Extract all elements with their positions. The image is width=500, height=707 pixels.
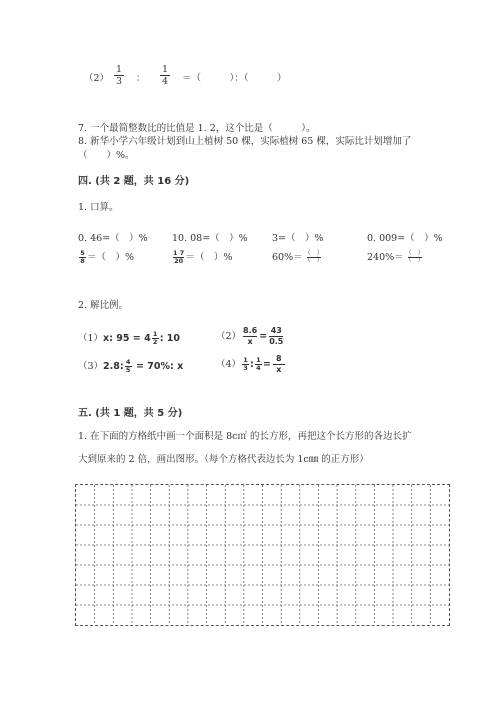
answer-blank: ＝（ ）% [185, 252, 233, 263]
section-5-q1-line2: 大到原来的 2 倍，画出图形。（每个方格代表边长为 1c㎜ 的正方形） [78, 454, 369, 465]
answer-blank: ＝（ ）% [87, 252, 135, 263]
proportion-2 [216, 326, 285, 347]
item-label: （1） [78, 333, 104, 344]
expression: x: 95 = 4 [103, 333, 151, 344]
section-4-q1-label: 1. 口算。 [78, 202, 119, 213]
mental-calc-7 [272, 249, 323, 264]
mental-calc-3: 3=（ ）% [272, 233, 324, 244]
expression: : 10 [159, 333, 181, 344]
numerator: 8.6 [243, 326, 258, 335]
denominator: 3 [243, 364, 248, 372]
fraction [152, 331, 159, 346]
numerator: 1 [243, 356, 248, 364]
denominator: 20 [174, 257, 184, 265]
question-8-line2: （ ）%。 [78, 150, 135, 161]
question-7: 7. 一个最简整数比的比值是 1. 2，这个比是（ ）。 [78, 123, 316, 134]
colon: : [250, 359, 254, 370]
numerator: 1 [256, 356, 261, 364]
numerator: 4 [125, 358, 131, 366]
numerator: 43 [270, 326, 282, 335]
mental-calc-8 [367, 249, 424, 264]
numerator: （ ） [405, 250, 424, 257]
expression: 60%＝ [272, 252, 303, 263]
fraction [79, 250, 86, 265]
equals: = [259, 331, 268, 342]
q2-fraction-1 [114, 64, 124, 87]
mental-calc-4: 0. 009=（ ）% [367, 233, 443, 244]
item-label: （3） [78, 361, 104, 372]
q2-fraction-2 [160, 64, 170, 87]
proportion-3 [78, 358, 183, 374]
mental-calc-5 [78, 249, 134, 265]
mental-calc-6 [172, 249, 232, 265]
denominator: 2 [152, 338, 158, 346]
numerator: 5 [80, 249, 85, 257]
equals: = [262, 359, 271, 370]
q2-colon: ： [136, 73, 146, 84]
section-4-title: 四. (共 2 题，共 16 分) [78, 176, 190, 187]
fraction [243, 326, 257, 347]
item-label: （4） [216, 359, 242, 370]
denominator: 4 [256, 364, 261, 372]
numerator: 1 [152, 330, 158, 338]
fraction [269, 326, 283, 347]
section-5-title: 五. (共 1 题，共 5 分) [78, 408, 183, 419]
grid-paper[interactable] [75, 484, 450, 626]
question-8-line1: 8. 新华小学六年级计划到山上植树 50 棵，实际植树 65 棵，实际比计划增加了 [78, 136, 412, 147]
item-label: （2） [216, 331, 242, 342]
q2-label: （2） [84, 73, 110, 84]
fraction [255, 357, 262, 372]
numerator: 1 7 [173, 249, 185, 257]
denominator: 0.5 [269, 337, 284, 346]
proportion-1 [78, 330, 180, 346]
q2-answer-blanks: ＝（ ）：（ ） [182, 73, 287, 84]
denominator: x [276, 365, 282, 374]
grid-lines [76, 485, 449, 625]
expression: 240%＝ [367, 252, 404, 263]
numerator: （ ） [304, 250, 323, 257]
denominator: （ ） [405, 257, 424, 264]
mental-calc-1: 0. 46=（ ）% [78, 233, 148, 244]
fraction [242, 357, 249, 372]
numerator: 1 [161, 64, 169, 75]
numerator: 1 [115, 64, 123, 75]
fraction [273, 354, 285, 375]
fraction [125, 359, 132, 374]
denominator: x [247, 337, 253, 346]
denominator: 4 [161, 76, 169, 87]
denominator: 8 [80, 257, 85, 265]
section-5-q1-line1: 1. 在下面的方格纸中画一个面积是 8c㎡ 的长方形，再把这个长方形的各边长扩 [78, 431, 412, 442]
mixed-fraction [173, 250, 184, 265]
mental-calc-2: 10. 08=（ ）% [172, 233, 248, 244]
blank-fraction [406, 251, 424, 264]
expression: = 70%: x [132, 361, 184, 372]
proportion-4 [216, 354, 287, 375]
denominator: 3 [115, 76, 123, 87]
expression: 2.8: [103, 361, 124, 372]
denominator: （ ） [304, 257, 323, 264]
denominator: 5 [125, 366, 131, 374]
section-4-q2-label: 2. 解比例。 [78, 300, 129, 311]
numerator: 8 [276, 354, 282, 363]
blank-fraction [305, 251, 323, 264]
